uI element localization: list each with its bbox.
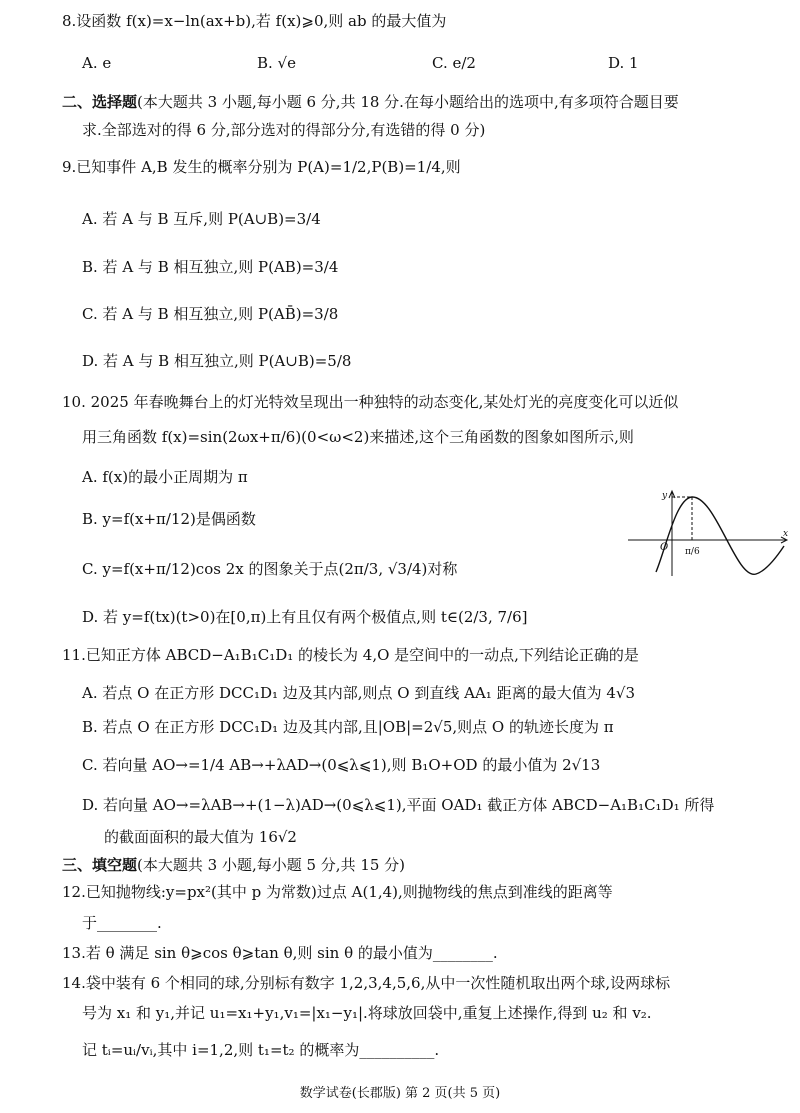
q14-line3: 记 tᵢ=uᵢ/vᵢ,其中 i=1,2,则 t₁=t₂ 的概率为__________. bbox=[82, 1041, 440, 1059]
section3-heading bbox=[62, 858, 405, 873]
q10-option-b: B. y=f(x+π/12)是偶函数 bbox=[82, 510, 256, 528]
q8-option-b: B. √e bbox=[257, 54, 296, 72]
page-footer: 数学试卷(长郡版) 第 2 页(共 5 页) bbox=[299, 1086, 501, 1101]
q10-option-a: A. f(x)的最小正周期为 π bbox=[82, 468, 248, 486]
q11-option-c: C. 若向量 AO→=1/4 AB→+λAD→(0⩽λ⩽1),则 B₁O+OD 的最小值为 2√13 bbox=[82, 756, 601, 774]
q10-stem-line1: 10. 2025 年春晚舞台上的灯光特效呈现出一种独特的动态变化,某处灯光的亮度变化可以近似 bbox=[62, 393, 679, 411]
q9-option-d: D. 若 A 与 B 相互独立,则 P(A∪B)=5/8 bbox=[82, 352, 352, 370]
q9-stem: 9.已知事件 A,B 发生的概率分别为 P(A)=1/2,P(B)=1/4,则 bbox=[62, 158, 461, 176]
section3-title: 三、填空题 bbox=[62, 856, 138, 874]
q9-option-c: C. 若 A 与 B 相互独立,则 P(AB̄)=3/8 bbox=[82, 305, 339, 323]
q8-option-a: A. e bbox=[82, 54, 112, 72]
origin-label: O bbox=[660, 542, 669, 553]
section2-title: 二、选择题 bbox=[62, 93, 138, 111]
q11-option-d: D. 若向量 AO→=λAB→+(1−λ)AD→(0⩽λ⩽1),平面 OAD₁ 截正方体 ABCD−A₁B₁C₁D₁ 所得 bbox=[82, 796, 715, 814]
q10-stem-line2: 用三角函数 f(x)=sin(2ωx+π/6)(0<ω<2)来描述,这个三角函数的图象如图所示,则 bbox=[82, 428, 634, 446]
q8-stem: 8.设函数 f(x)=x−ln(ax+b),若 f(x)⩾0,则 ab 的最大值为 bbox=[62, 12, 447, 30]
q12-line1: 12.已知抛物线:y=px²(其中 p 为常数)过点 A(1,4),则抛物线的焦点到准线的距离等 bbox=[62, 883, 613, 901]
q11-option-d-cont: 的截面面积的最大值为 16√2 bbox=[104, 828, 297, 846]
q9-option-b: B. 若 A 与 B 相互独立,则 P(AB)=3/4 bbox=[82, 258, 339, 276]
q13-line1: 13.若 θ 满足 sin θ⩾cos θ⩾tan θ,则 sin θ 的最小值为________. bbox=[62, 944, 498, 962]
q11-option-a: A. 若点 O 在正方形 DCC₁D₁ 边及其内部,则点 O 到直线 AA₁ 距离的最大值为 4√3 bbox=[82, 684, 636, 702]
q10-option-c: C. y=f(x+π/12)cos 2x 的图象关于点(2π/3, √3/4)对称 bbox=[82, 560, 458, 578]
section2-note-line1: (本大题共 3 小题,每小题 6 分,共 18 分.在每小题给出的选项中,有多项符合题目要 bbox=[137, 93, 679, 111]
q8-option-c: C. e/2 bbox=[432, 54, 476, 72]
q11-stem: 11.已知正方体 ABCD−A₁B₁C₁D₁ 的棱长为 4,O 是空间中的一动点,下列结论正确的是 bbox=[62, 646, 639, 664]
section3-note: (本大题共 3 小题,每小题 5 分,共 15 分) bbox=[137, 856, 406, 874]
q8-option-d: D. 1 bbox=[608, 54, 639, 72]
section2-note-line2: 求.全部选对的得 6 分,部分选对的得部分分,有选错的得 0 分) bbox=[82, 121, 486, 139]
q14-line1: 14.袋中装有 6 个相同的球,分别标有数字 1,2,3,4,5,6,从中一次性随机取出两个球,设两球标 bbox=[62, 974, 671, 992]
sine-curve bbox=[656, 497, 784, 574]
sine-graph bbox=[626, 488, 792, 580]
y-axis-label: y bbox=[662, 491, 668, 501]
q10-option-d: D. 若 y=f(tx)(t>0)在[0,π)上有且仅有两个极值点,则 t∈(2/3, 7/6] bbox=[82, 608, 528, 626]
x-axis-label: x bbox=[783, 529, 789, 539]
section2-heading bbox=[62, 95, 679, 110]
q12-line2: 于________. bbox=[82, 914, 162, 932]
q9-option-a: A. 若 A 与 B 互斥,则 P(A∪B)=3/4 bbox=[82, 210, 321, 228]
q11-option-b: B. 若点 O 在正方形 DCC₁D₁ 边及其内部,且|OB|=2√5,则点 O 的轨迹长度为 π bbox=[82, 718, 614, 736]
q14-line2: 号为 x₁ 和 y₁,并记 u₁=x₁+y₁,v₁=|x₁−y₁|.将球放回袋中,重复上述操作,得到 u₂ 和 v₂. bbox=[82, 1004, 652, 1022]
tick-label-pi-over-6: π/6 bbox=[685, 547, 700, 557]
